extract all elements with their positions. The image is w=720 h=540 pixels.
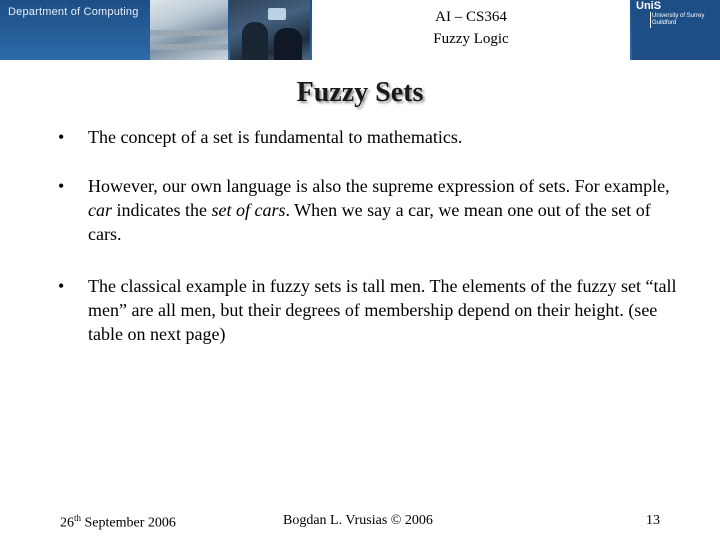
university-logo bbox=[632, 0, 720, 60]
footer-date: 26th September 2006 bbox=[60, 513, 176, 531]
bullet-text: indicates the bbox=[112, 200, 212, 220]
bullet-item bbox=[58, 125, 678, 149]
slide-title: Fuzzy Sets bbox=[296, 77, 424, 108]
bullet-marker: • bbox=[58, 276, 65, 296]
bullet-text: is fundamental to mathematics. bbox=[232, 127, 463, 147]
bullet-text: set bbox=[212, 127, 233, 147]
page-number: 13 bbox=[646, 513, 660, 528]
lab-photo bbox=[150, 0, 228, 60]
logo-text: University of Surrey Guildford bbox=[652, 13, 705, 26]
department-label: Department of Computing bbox=[8, 6, 139, 18]
slide-header bbox=[0, 0, 720, 60]
bullet-item bbox=[58, 174, 678, 246]
students-photo bbox=[230, 0, 310, 60]
bullet-list bbox=[58, 125, 678, 371]
bullet-text: . When we say a car, we mean one out of the set of cars. bbox=[88, 200, 651, 244]
bullet-text: The concept of a bbox=[88, 127, 213, 147]
bullet-text: set of cars bbox=[211, 200, 286, 220]
course-title-box bbox=[312, 0, 630, 60]
bullet-marker: • bbox=[58, 176, 65, 196]
bullet-item bbox=[58, 274, 678, 346]
bullet-text: The classical example in fuzzy sets is tall men. The elements of the fuzzy set “tall men” are all men, but their degrees of membership depend on their height. (see table on next page) bbox=[88, 276, 677, 344]
bullet-marker: • bbox=[58, 127, 65, 147]
logo-mark: UniS bbox=[636, 0, 662, 12]
bullet-text: However, our own language is also the supreme expression of sets. For example, bbox=[88, 176, 670, 196]
bullet-text: car bbox=[88, 200, 112, 220]
course-topic: Fuzzy Logic bbox=[433, 31, 509, 47]
course-code: AI – CS364 bbox=[435, 9, 507, 25]
footer-author: Bogdan L. Vrusias © 2006 bbox=[283, 513, 433, 528]
